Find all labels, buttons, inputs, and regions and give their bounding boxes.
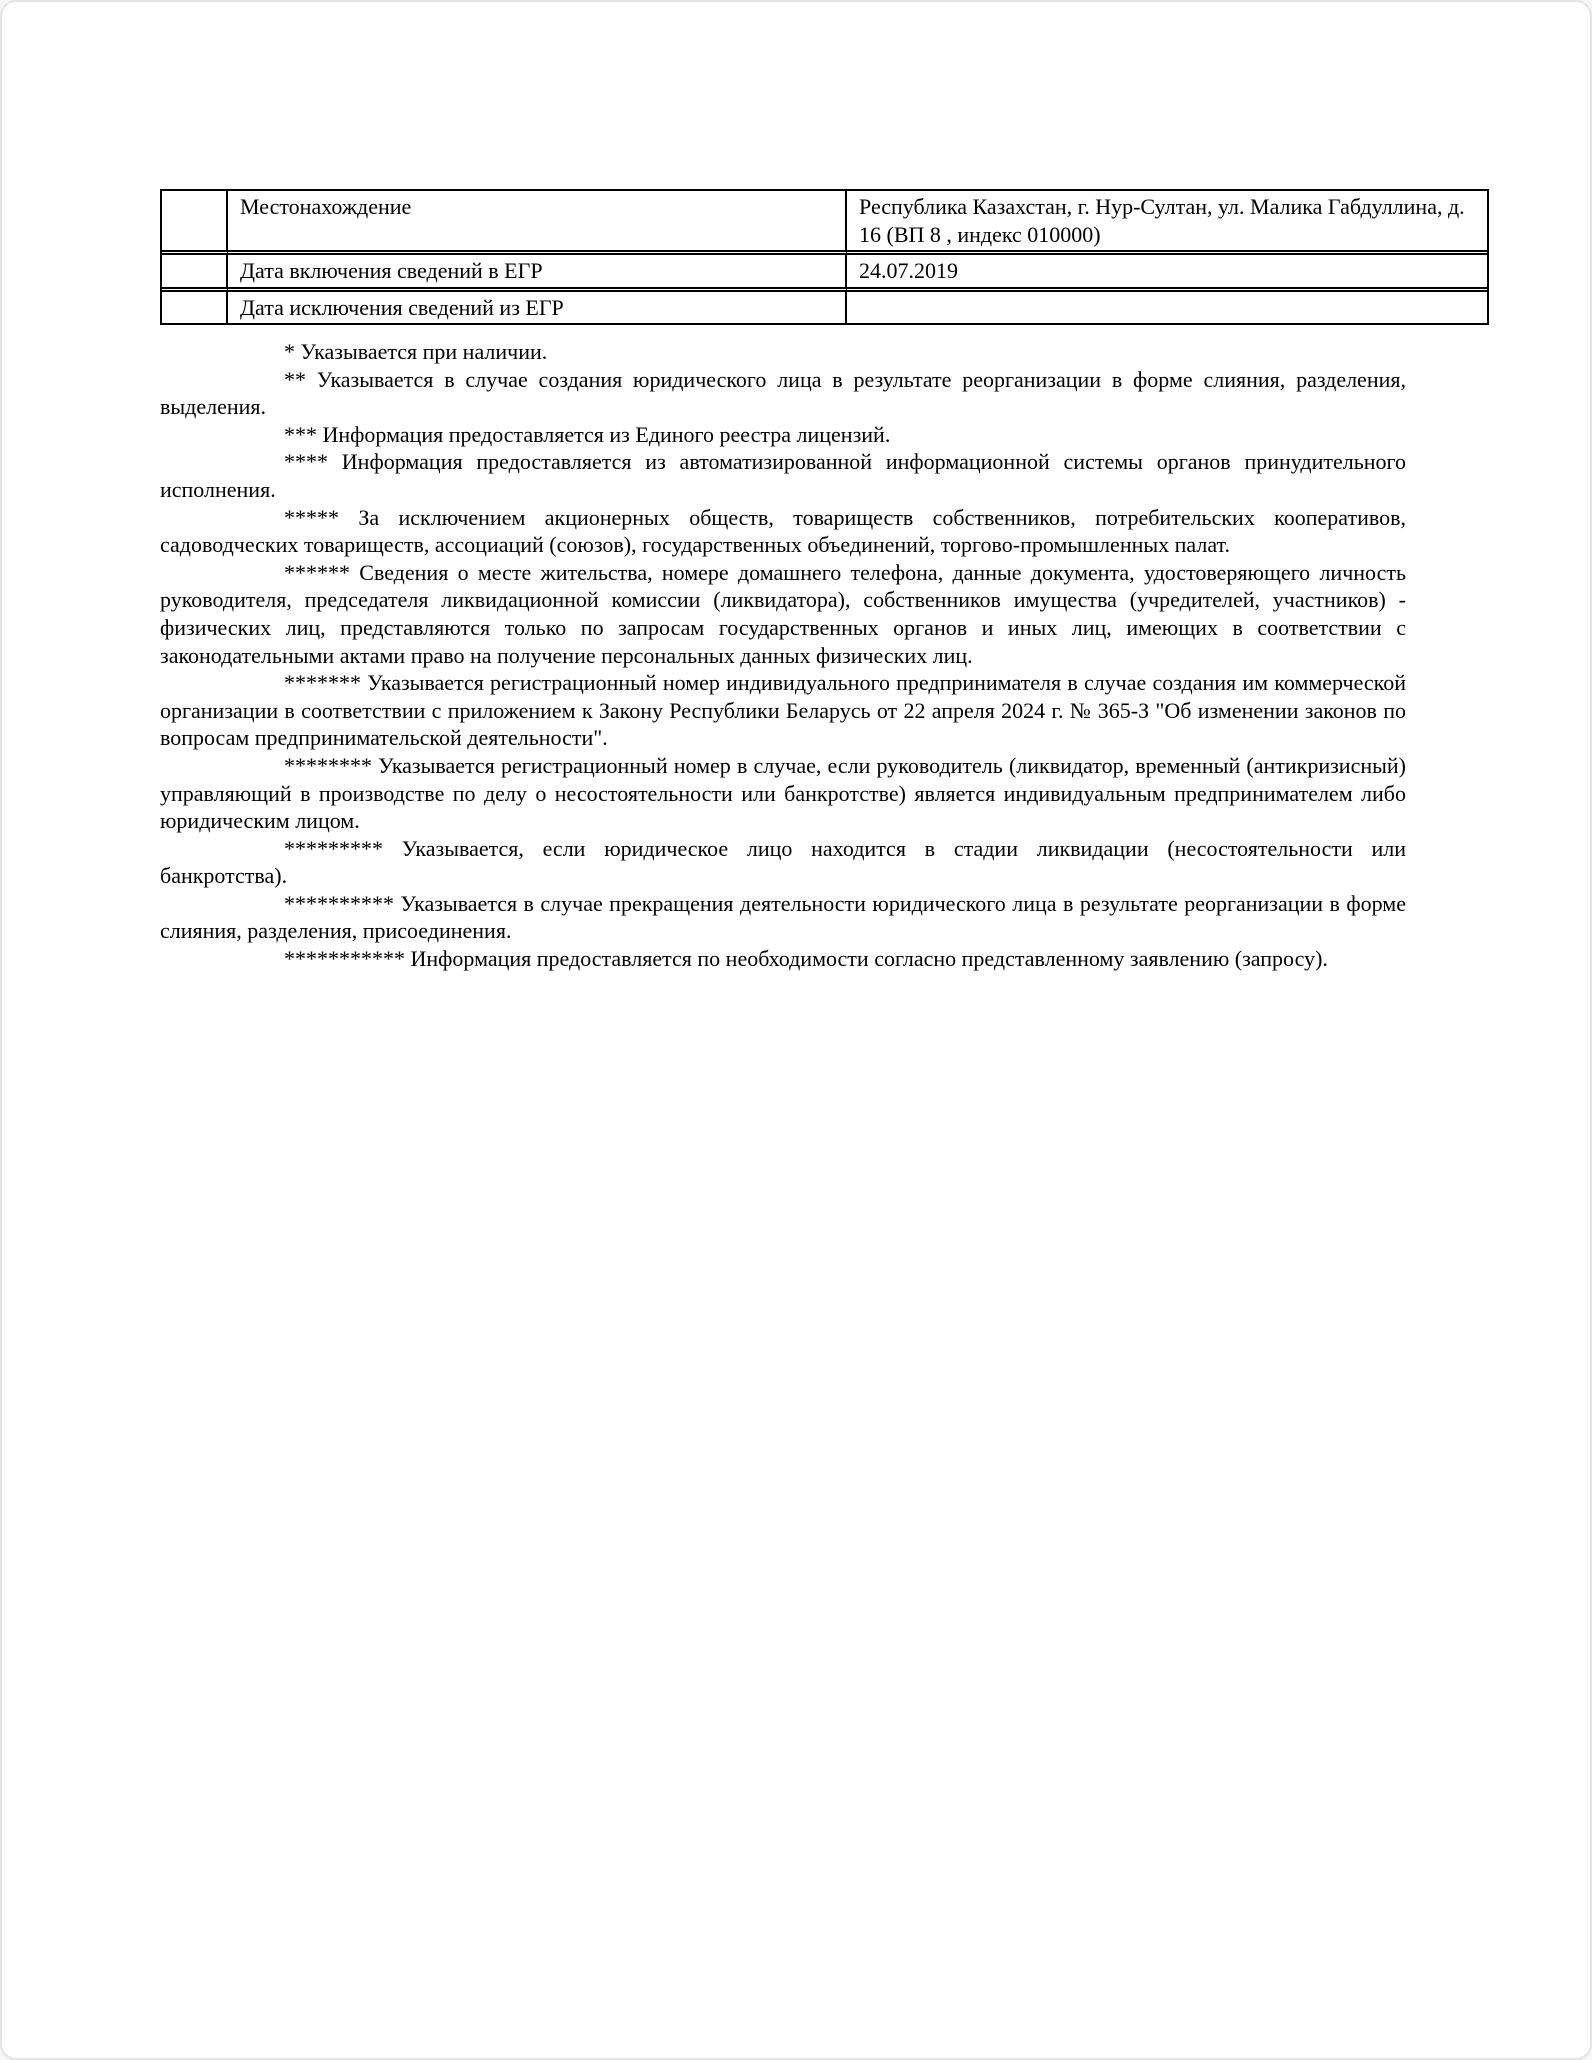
table-row (162, 292, 1487, 324)
footnote: ********** Указывается в случае прекращения деятельности юридического лица в результате реорганизации в форме слияния, разделения, присоединения. (160, 890, 1406, 944)
footnote: ** Указывается в случае создания юридического лица в результате реорганизации в форме слияния, разделения, выделения. (160, 366, 1406, 420)
footnote: * Указывается при наличии. (284, 339, 548, 364)
footnote: *********** Информация предоставляется по необходимости согласно представленному заявлению (запросу). (284, 946, 1328, 972)
field-label-cell: Местонахождение (228, 191, 847, 255)
field-label-cell: Дата исключения сведений из ЕГР (228, 292, 847, 324)
registry-details-table (160, 189, 1489, 325)
footnote: ******* Указывается регистрационный номер индивидуального предпринимателя в случае создания им коммерческой организации в соответствии с приложением к Закону Республики Беларусь от 22 апреля 2024 г. № 365-З "Об изменении законов по вопросам предпринимательской деятельности". (160, 670, 1406, 751)
field-value-cell: 24.07.2019 (847, 255, 1487, 292)
field-value-cell (847, 292, 1487, 324)
footnote: ********* Указывается, если юридическое лицо находится в стадии ликвидации (несостоятельности или банкротства). (160, 835, 1406, 889)
footnote: *** Информация предоставляется из Единого реестра лицензий. (284, 421, 891, 447)
row-number-cell (162, 255, 228, 292)
footnote: **** Информация предоставляется из автоматизированной информационной системы органов принудительного исполнения. (160, 449, 1406, 502)
field-value-cell: Республика Казахстан, г. Нур-Султан, ул. Малика Габдуллина, д. 16 (ВП 8 , индекс 010000) (847, 191, 1487, 255)
table-row (162, 255, 1487, 292)
row-number-cell (162, 292, 228, 324)
footnote: ******** Указывается регистрационный номер в случае, если руководитель (ликвидатор, временный (антикризисный) управляющий в производстве по делу о несостоятельности или банкротстве) является индивидуальным предпринимателем либо юридическим лицом. (160, 752, 1406, 834)
field-label-cell: Дата включения сведений в ЕГР (228, 255, 847, 292)
footnotes-section (160, 338, 1406, 973)
row-number-cell (162, 191, 228, 255)
table-row (162, 191, 1487, 255)
footnote: ****** Сведения о месте жительства, номере домашнего телефона, данные документа, удостоверяющего личность руководителя, председателя ликвидационной комиссии (ликвидатора), собственников имущества (учредителей, участников) - физических лиц, представляются только по запросам государственных органов и иных лиц, имеющих в соответствии с законодательными актами право на получение персональных данных физических лиц. (160, 559, 1406, 668)
footnote: ***** За исключением акционерных обществ, товариществ собственников, потребительских кооперативов, садоводческих товариществ, ассоциаций (союзов), государственных объединений, торгово-промышленных палат. (160, 504, 1406, 558)
